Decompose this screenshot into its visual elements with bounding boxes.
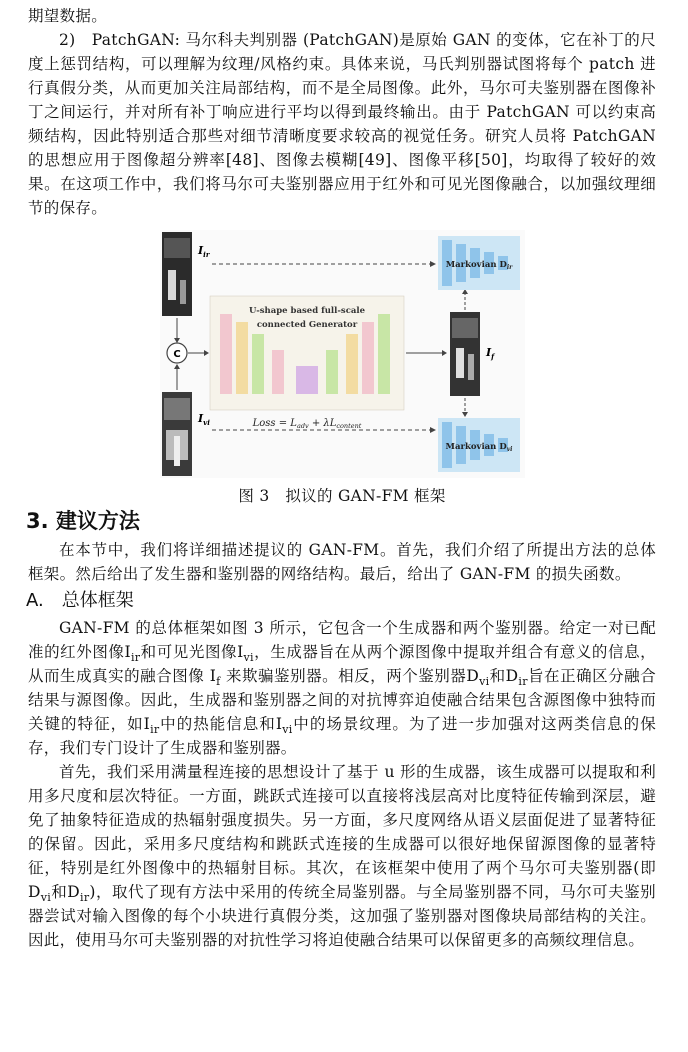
paragraph-end-of-previous: 期望数据。 xyxy=(28,7,108,25)
figure-caption: 图 3 拟议的 GAN-FM 框架 xyxy=(238,487,446,505)
label-vi: $I_{vi}$ xyxy=(198,412,210,427)
visible-image-thumbnail xyxy=(162,392,192,476)
fused-image-thumbnail xyxy=(450,312,480,396)
label-fused: $I_f$ xyxy=(486,346,495,361)
concat-label: C xyxy=(173,349,181,360)
svg-text:Markovian Dvi: Markovian $D_{vi}$ xyxy=(445,442,513,453)
label-ir: $I_{ir}$ xyxy=(198,244,210,259)
paragraph-generator-discriminator: 首先，我们采用满量程连接的思想设计了基于 u 形的生成器，该生成器可以提取和利用多尺度和层次特征。一方面，跳跃式连接可以直接将浅层高对比度特征传输到深层，避免了抽象特征造成的热辐射强度损失。另一方面，多尺度网络从语义层面促进了显著特征的保留。因此，采用多尺度结构和跳跃式连接的生成器可以很好地保留源图像的显著特征，特别是红外图像中的热辐射目标。其次，在该框架中使用了两个马尔可夫鉴别器(即$D_{vi}$和$D_{ir}$)，取代了现有方法中采用的传统全局鉴别器。与全局鉴别器不同，马尔可夫鉴别器尝试对输入图像的每个小块进行真假分类，这加强了鉴别器对图像块局部结构的关注。因此，使用马尔可夫鉴别器的对抗性学习将迫使融合结果可以保留更多的高频纹理信息。 xyxy=(28,763,656,949)
subsection-title: A. 总体框架 xyxy=(26,590,134,611)
svg-text:Markovian Dir: Markovian $D_{ir}$ xyxy=(445,260,513,271)
gan-fm-framework-diagram xyxy=(160,230,525,478)
figure-3 xyxy=(28,230,656,505)
paragraph-section-intro: 在本节中，我们将详细描述提议的 GAN-FM。首先，我们介绍了所提出方法的总体框架。然后给出了发生器和鉴别器的网络结构。最后，给出了 GAN-FM 的损失函数。 xyxy=(28,541,656,583)
loss-formula: Loss = $L_{adv} + \lambda L_{content}$ xyxy=(252,418,362,430)
paragraph-overall-framework: GAN-FM 的总体框架如图 3 所示，它包含一个生成器和两个鉴别器。给定一对已配准的红外图像$I_{ir}$和可见光图像$I_{vi}$，生成器旨在从两个源图像中提取并组合有意义的信息，从而生成真实的融合图像 $I_f$ 来欺骗鉴别器。相反，两个鉴别器$D_{vi}$和$D_{ir}$旨在正确区分融合结果与源图像。因此，生成器和鉴别器之间的对抗博弈迫使融合结果包含源图像中独特而关键的特征，如$I_{ir}$中的热能信息和$I_{vi}$中的场景纹理。为了进一步加强对这两类信息的保存，我们专门设计了生成器和鉴别器。 xyxy=(28,619,656,757)
section-title: 3. 建议方法 xyxy=(26,509,140,533)
generator-block xyxy=(210,296,404,410)
paper-page xyxy=(28,4,656,952)
markovian-discriminator-ir xyxy=(438,236,520,290)
paragraph-patchgan: 2) PatchGAN: 马尔科夫判别器 (PatchGAN)是原始 GAN 的变体，它在补丁的尺度上惩罚结构，可以理解为纹理/风格约束。具体来说，马氏判别器试图将每个 patch 进行真假分类，从而更加关注局部结构，而不是全局图像。此外，马尔可夫鉴别器在图像补丁之间运行，并对所有补丁响应进行平均以得到最终输出。由于 PatchGAN 可以约束高频结构，因此特别适合那些对细节清晰度要求较高的视觉任务。研究人员将 PatchGAN 的思想应用于图像超分辨率[48]、图像去模糊[49]、图像平移[50]，均取得了较好的效果。在这项工作中，我们将马尔可夫鉴别器应用于红外和可见光图像融合，以加强纹理细节的保存。 xyxy=(28,31,656,217)
infrared-image-thumbnail xyxy=(162,232,192,316)
svg-text:U-shape based full-scale: U-shape based full-scale xyxy=(248,306,366,316)
markovian-discriminator-vi xyxy=(438,418,520,472)
svg-text:connected Generator: connected Generator xyxy=(256,320,358,330)
